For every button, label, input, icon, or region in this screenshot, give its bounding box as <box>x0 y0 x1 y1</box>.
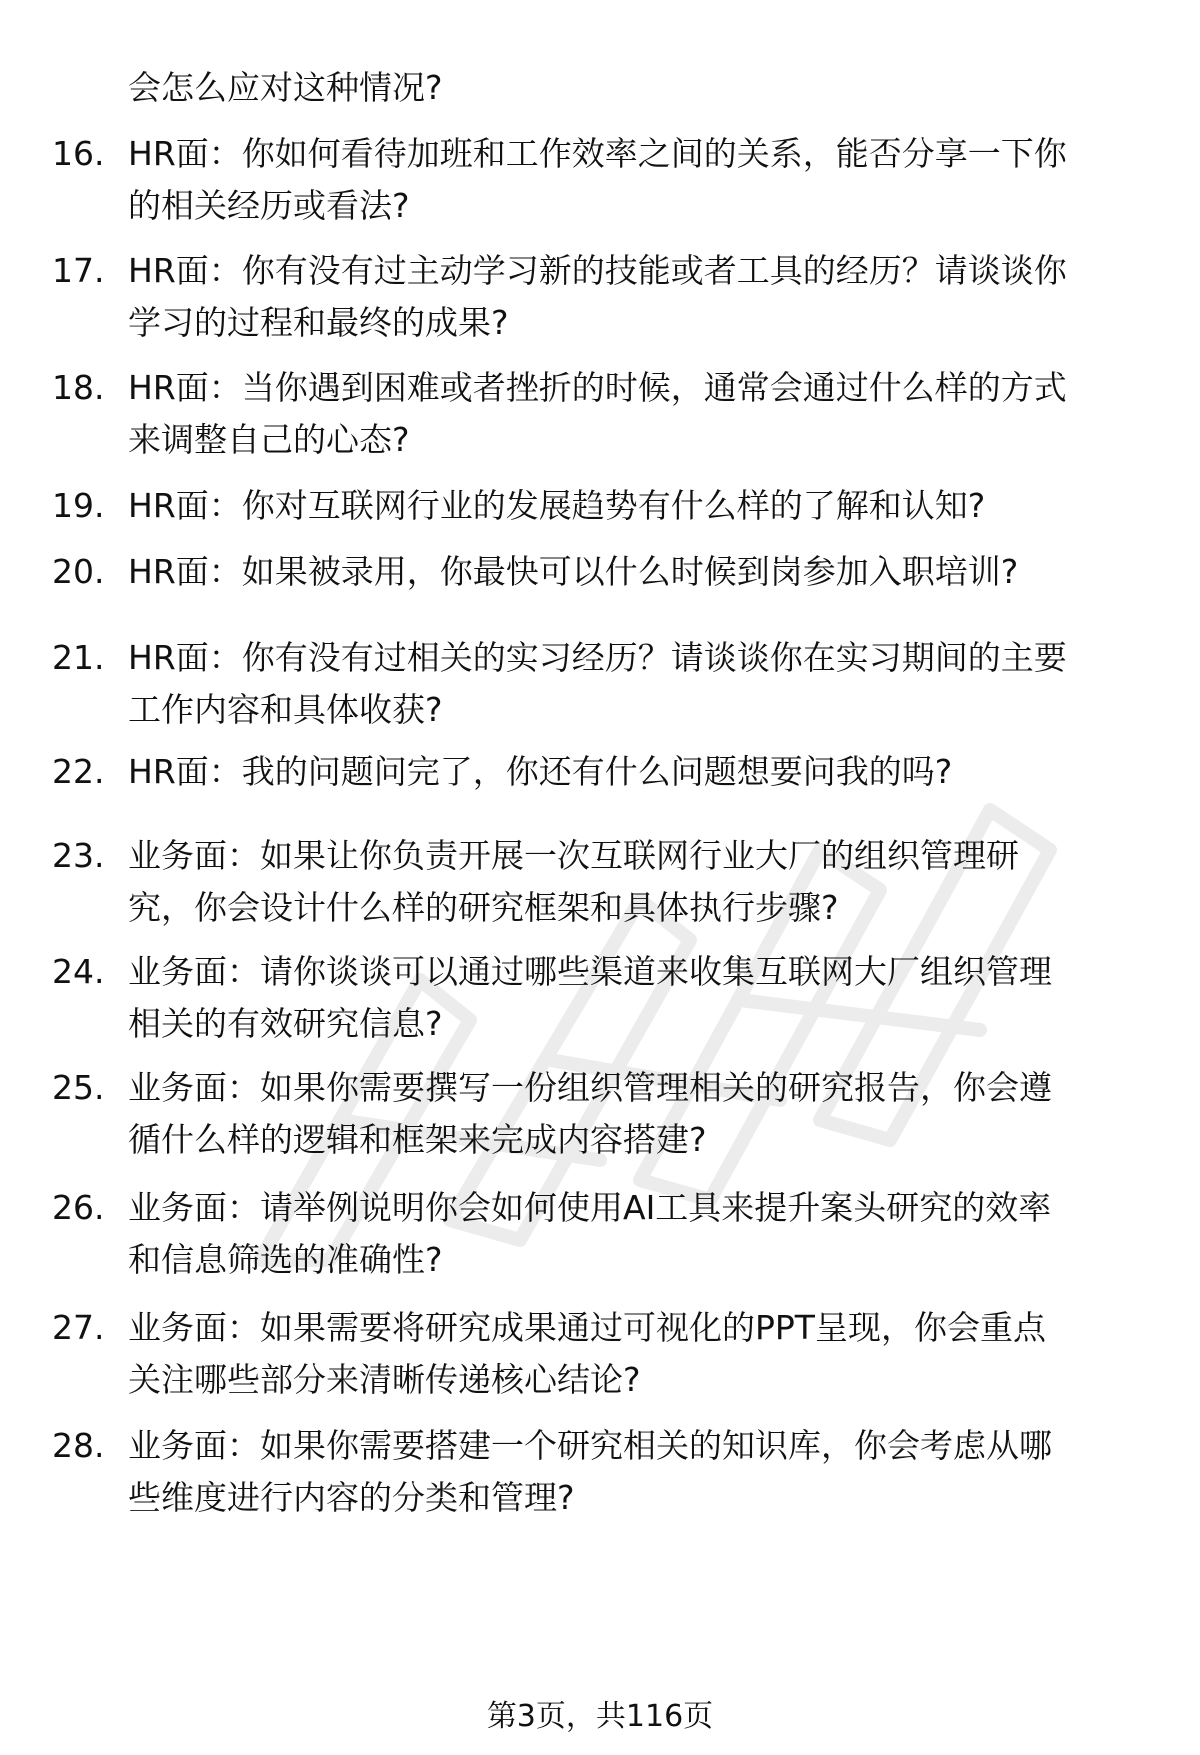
question-text <box>128 1182 1158 1286</box>
question-text-line: HR面：当你遇到困难或者挫折的时候，通常会通过什么样的方式 <box>128 368 1067 407</box>
question-number: 16. <box>52 134 105 173</box>
continued-question-text: 会怎么应对这种情况? <box>128 68 443 107</box>
question-text <box>128 632 1158 736</box>
question-text-line: HR面：你有没有过主动学习新的技能或者工具的经历？请谈谈你 <box>128 251 1067 290</box>
question-text <box>128 1302 1158 1406</box>
question-text <box>128 1420 1158 1524</box>
question-text-line: HR面：你如何看待加班和工作效率之间的关系，能否分享一下你 <box>128 134 1067 173</box>
question-text-line: 学习的过程和最终的成果? <box>128 303 509 342</box>
question-text-line: 业务面：如果让你负责开展一次互联网行业大厂的组织管理研 <box>128 836 1019 875</box>
question-number: 22. <box>52 752 105 791</box>
question-text-line: HR面：我的问题问完了，你还有什么问题想要问我的吗? <box>128 752 953 791</box>
question-text-line: 来调整自己的心态? <box>128 420 410 459</box>
question-number: 17. <box>52 251 105 290</box>
question-text <box>128 480 1158 532</box>
question-text-line: 些维度进行内容的分类和管理? <box>128 1478 575 1517</box>
question-number: 24. <box>52 952 105 991</box>
question-number: 23. <box>52 836 105 875</box>
question-text-line: HR面：你有没有过相关的实习经历？请谈谈你在实习期间的主要 <box>128 638 1067 677</box>
question-text-line: 究，你会设计什么样的研究框架和具体执行步骤? <box>128 888 839 927</box>
question-text-line: 的相关经历或看法? <box>128 186 410 225</box>
question-text-line: 业务面：如果需要将研究成果通过可视化的PPT呈现，你会重点 <box>128 1308 1046 1347</box>
question-text-line: 业务面：如果你需要撰写一份组织管理相关的研究报告，你会遵 <box>128 1068 1052 1107</box>
question-text-line: 和信息筛选的准确性? <box>128 1240 443 1279</box>
question-text <box>128 546 1158 598</box>
question-text-line: 相关的有效研究信息? <box>128 1004 443 1043</box>
question-number: 28. <box>52 1426 105 1465</box>
question-text-line: HR面：如果被录用，你最快可以什么时候到岗参加入职培训? <box>128 552 1019 591</box>
question-text <box>128 830 1158 934</box>
question-text <box>128 946 1158 1050</box>
question-number: 26. <box>52 1188 105 1227</box>
question-number: 20. <box>52 552 105 591</box>
question-text-line: 业务面：请你谈谈可以通过哪些渠道来收集互联网大厂组织管理 <box>128 952 1052 991</box>
question-text <box>128 128 1158 232</box>
question-text <box>128 1062 1158 1166</box>
question-text-line: HR面：你对互联网行业的发展趋势有什么样的了解和认知? <box>128 486 986 525</box>
question-text-line: 循什么样的逻辑和框架来完成内容搭建? <box>128 1120 707 1159</box>
question-number: 27. <box>52 1308 105 1347</box>
question-text <box>128 362 1158 466</box>
question-number: 18. <box>52 368 105 407</box>
question-text-line: 工作内容和具体收获? <box>128 690 443 729</box>
question-text-line: 业务面：请举例说明你会如何使用AI工具来提升案头研究的效率 <box>128 1188 1052 1227</box>
question-number: 19. <box>52 486 105 525</box>
question-number: 21. <box>52 638 105 677</box>
question-text-line: 业务面：如果你需要搭建一个研究相关的知识库，你会考虑从哪 <box>128 1426 1052 1465</box>
question-text <box>128 245 1158 349</box>
question-number: 25. <box>52 1068 105 1107</box>
page-number-footer: 第3页，共116页 <box>486 1699 714 1734</box>
question-text-line: 关注哪些部分来清晰传递核心结论? <box>128 1360 641 1399</box>
question-text <box>128 746 1158 798</box>
